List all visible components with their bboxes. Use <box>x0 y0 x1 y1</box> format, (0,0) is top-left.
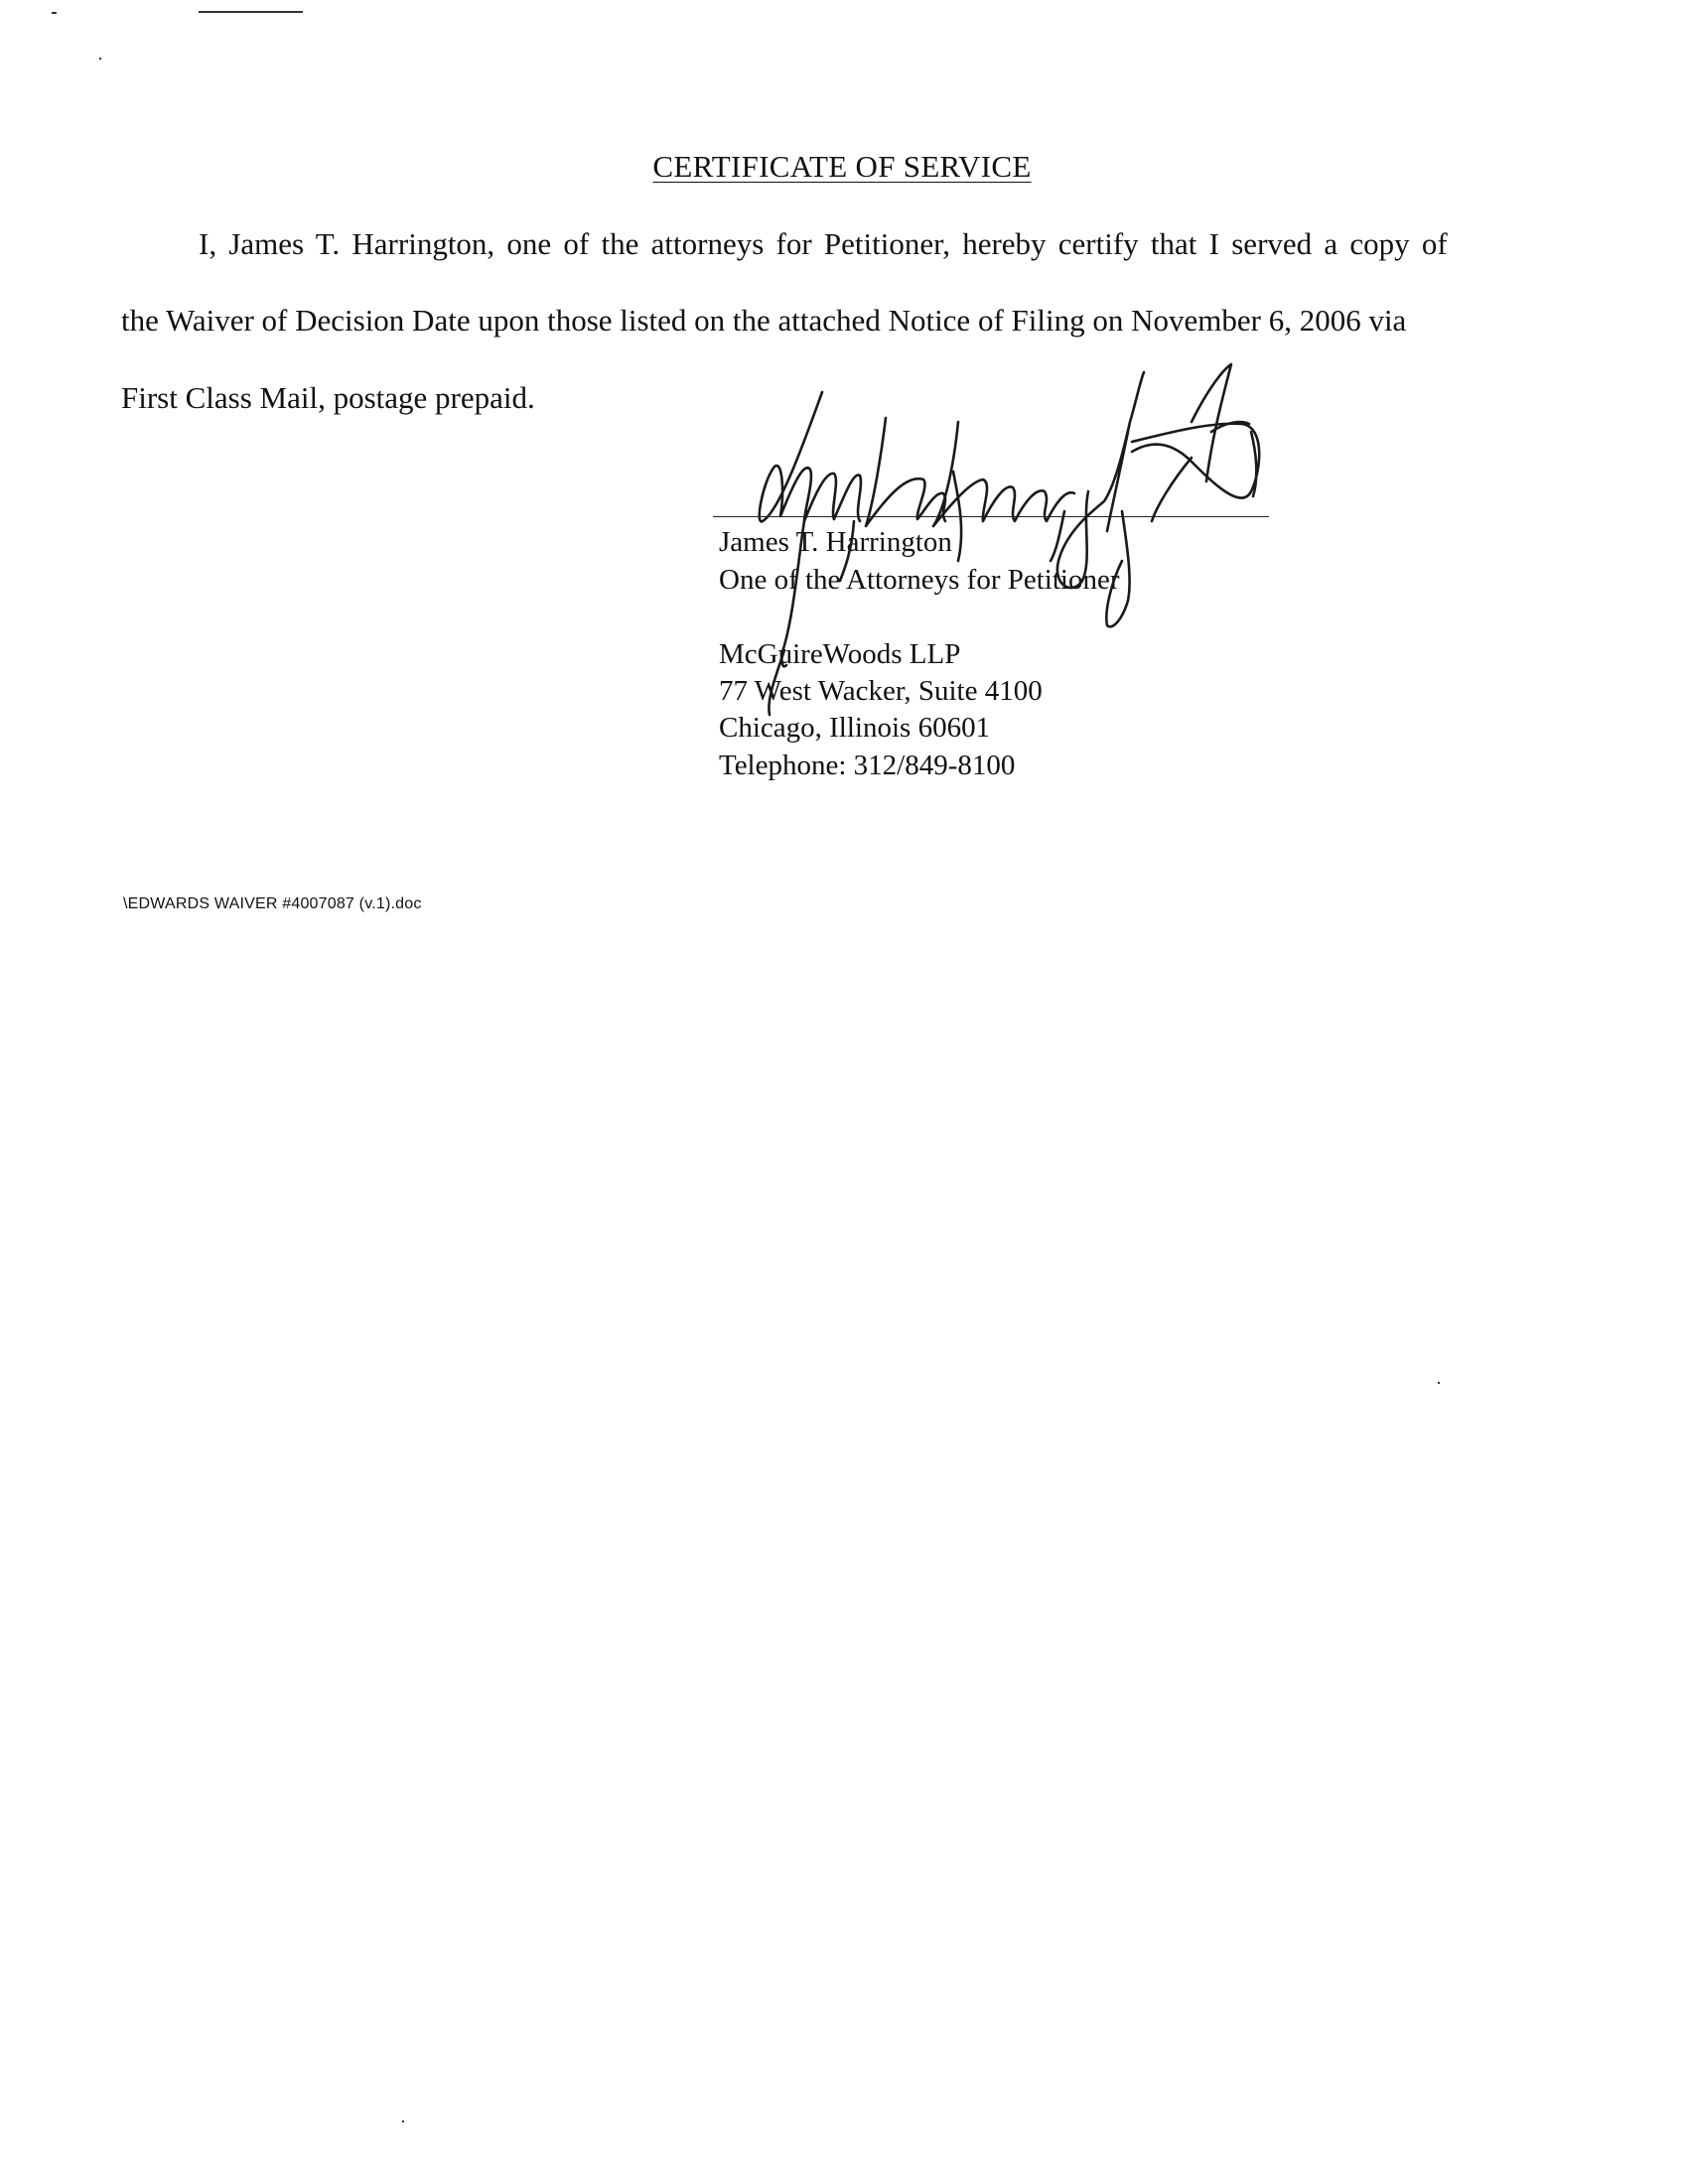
firm-address-line-1: 77 West Wacker, Suite 4100 <box>719 675 1043 707</box>
body-line-2: the Waiver of Decision Date upon those listed on the attached Notice of Filing on November 6, 2006 via <box>121 303 1407 338</box>
firm-address-line-2: Chicago, Illinois 60601 <box>719 712 991 744</box>
signer-name: James T. Harrington <box>719 526 952 558</box>
signature-stroke <box>1106 511 1129 626</box>
body-line-3: First Class Mail, postage prepaid. <box>121 380 535 415</box>
firm-telephone: Telephone: 312/849-8100 <box>719 750 1016 781</box>
scan-artifact-dot <box>52 12 57 14</box>
scan-artifact-dot <box>402 2120 404 2122</box>
firm-name: McGuireWoods LLP <box>719 638 961 670</box>
document-filename-footer: \EDWARDS WAIVER #4007087 (v.1).doc <box>123 895 422 912</box>
document-title <box>0 149 1684 185</box>
signature-stroke <box>760 392 861 521</box>
scan-artifact-dot <box>99 58 101 60</box>
signature-stroke <box>866 418 945 526</box>
signer-role: One of the Attorneys for Petitioner <box>719 564 1120 596</box>
signature-stroke <box>769 650 784 715</box>
scan-artifact-line <box>199 11 303 13</box>
signature-stroke <box>1132 424 1259 498</box>
signature-stroke <box>781 521 854 666</box>
scan-artifact-dot <box>1438 1382 1440 1384</box>
handwritten-signature <box>655 362 1311 740</box>
document-title-text: CERTIFICATE OF SERVICE <box>652 149 1032 184</box>
signature-stroke <box>1057 372 1144 588</box>
body-line-1: I, James T. Harrington, one of the attorneys for Petitioner, hereby certify that I served a copy of <box>199 226 1448 261</box>
